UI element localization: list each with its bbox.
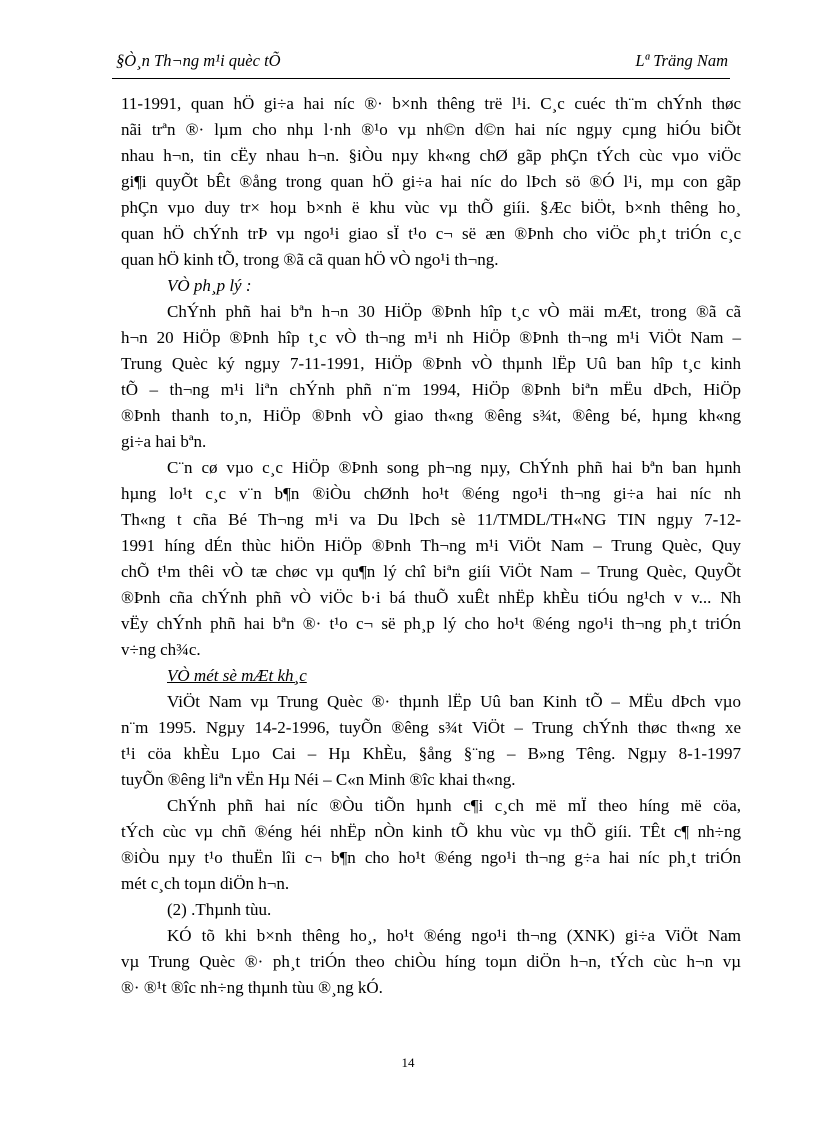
text-line: tÕ – th¬ng m¹i liªn chÝnh phñ n¨m 1994, HiÖp ®Þnh biªn mËu dÞch, HiÖp bbox=[121, 380, 741, 399]
text-line: ViÖt Nam vµ Trung Quèc ®· thµnh lËp Uû ban Kinh tÕ – MËu dÞch vµo bbox=[167, 692, 741, 711]
text-line: ®iÒu nµy t¹o thuËn lîi c¬ b¶n cho ho¹t ®éng ngo¹i th¬ng g÷a hai níc ph¸t triÓn bbox=[121, 848, 741, 867]
section-subheading: VÒ mét sè mÆt kh¸c bbox=[167, 666, 307, 685]
text-line: C¨n cø vµo c¸c HiÖp ®Þnh song ph¬ng nµy, ChÝnh phñ hai bªn ban hµnh bbox=[167, 458, 741, 477]
text-line: tÝch cùc vµ chñ ®éng héi nhËp nÒn kinh tÕ khu vùc vµ thÕ giíi. TÊt c¶ nh÷ng bbox=[121, 822, 741, 841]
text-line: tuyÕn ®êng liªn vËn Hµ Néi – C«n Minh ®îc khai th«ng. bbox=[121, 770, 516, 789]
text-line: quan hÖ chÝnh trÞ vµ ngo¹i giao sÏ t¹o c¬ së æn ®Þnh cho viÖc ph¸t triÓn c¸c bbox=[121, 224, 741, 243]
text-line: h¬n 20 HiÖp ®Þnh hîp t¸c vÒ th¬ng m¹i nh HiÖp ®Þnh th¬ng m¹i ViÖt Nam – bbox=[121, 328, 741, 347]
text-line: gi÷a hai bªn. bbox=[121, 432, 207, 451]
section-subheading: VÒ ph¸p lý : bbox=[167, 276, 252, 295]
text-line: Th«ng t cña Bé Th¬ng m¹i va Du lÞch sè 11/TMDL/TH«NG TIN ngµy 7-12- bbox=[121, 510, 741, 529]
text-line: ®Þnh cña chÝnh phñ vÒ viÖc b·i bá thuÕ xuÊt nhËp khÈu tiÓu ng¹ch v v... Nh bbox=[121, 588, 741, 607]
text-line: ®· ®¹t ®îc nh÷ng thµnh tùu ®¸ng kÓ. bbox=[121, 978, 383, 997]
header-title: §Ò¸n Th¬ng m¹i quèc tÕ bbox=[116, 51, 281, 70]
text-line: gi¶i quyÕt bÊt ®ång trong quan hÖ gi÷a hai níc do lÞch sö ®Ó l¹i, mµ con gãp bbox=[121, 172, 741, 191]
text-line: ChÝnh phñ hai níc ®Òu tiÕn hµnh c¶i c¸ch më mÏ theo híng më cöa, bbox=[167, 796, 741, 815]
text-line: n¨m 1995. Ngµy 14-2-1996, tuyÕn ®êng s¾t ViÖt – Trung chÝnh thøc th«ng xe bbox=[121, 718, 741, 737]
text-line: KÓ tõ khi b×nh thêng ho¸, ho¹t ®éng ngo¹i th¬ng (XNK) gi÷a ViÖt Nam bbox=[167, 926, 741, 945]
page-body bbox=[121, 91, 741, 1001]
page-number: 14 bbox=[401, 1055, 415, 1070]
text-line: chÕ t¹m thêi vÒ tæ chøc vµ qu¶n lý chî biªn giíi ViÖt Nam – Trung Quèc, QuyÕt bbox=[121, 562, 741, 581]
text-line: mét c¸ch toµn diÖn h¬n. bbox=[121, 874, 290, 893]
text-line: vËy chÝnh phñ hai bªn ®· t¹o c¬ së ph¸p lý cho ho¹t ®éng ngo¹i th¬ng ph¸t triÓn bbox=[121, 614, 741, 633]
text-line: ChÝnh phñ hai bªn h¬n 30 HiÖp ®Þnh hîp t¸c vÒ mäi mÆt, trong ®ã cã bbox=[167, 302, 741, 321]
text-line: 11-1991, quan hÖ gi÷a hai níc ®· b×nh thêng trë l¹i. C¸c cuéc th¨m chÝnh thøc bbox=[121, 94, 741, 113]
running-header bbox=[116, 51, 728, 75]
text-line: nhau h¬n, tin cËy nhau h¬n. §iÒu nµy kh«ng chØ gãp phÇn tÝch cùc vµo viÖc bbox=[121, 146, 741, 165]
header-divider bbox=[112, 78, 730, 79]
header-author: Lª Träng Nam bbox=[635, 51, 728, 70]
text-line: (2) .Thµnh tùu. bbox=[167, 900, 272, 919]
text-line: 1991 híng dÉn thùc hiÖn HiÖp ®Þnh Th¬ng m¹i ViÖt Nam – Trung Quèc, Quy bbox=[121, 536, 741, 555]
text-line: Trung Quèc ký ngµy 7-11-1991, HiÖp ®Þnh vÒ thµnh lËp Uû ban hîp t¸c kinh bbox=[121, 354, 741, 373]
text-line: v÷ng ch¾c. bbox=[121, 640, 201, 659]
text-line: hµng lo¹t c¸c v¨n b¶n ®iÒu chØnh ho¹t ®éng ngo¹i th¬ng gi÷a hai níc nh bbox=[121, 484, 741, 503]
text-line: phÇn vµo duy tr× hoµ b×nh ë khu vùc vµ thÕ giíi. §Æc biÖt, b×nh thêng ho¸ bbox=[121, 198, 741, 217]
text-line: t¹i cöa khÈu Lµo Cai – Hµ KhÈu, §ång §¨ng – B»ng Têng. Ngµy 8-1-1997 bbox=[121, 744, 741, 763]
text-line: quan hÖ kinh tÕ, trong ®ã cã quan hÖ vÒ ngo¹i th¬ng. bbox=[121, 250, 499, 269]
text-line: vµ Trung Quèc ®· ph¸t triÓn theo chiÒu híng toµn diÖn h¬n, tÝch cùc h¬n vµ bbox=[121, 952, 741, 971]
text-line: nãi trªn ®· lµm cho nhµ l·nh ®¹o vµ nh©n d©n hai níc ngµy cµng hiÓu biÕt bbox=[121, 120, 741, 139]
text-line: ®Þnh thanh to¸n, HiÖp ®Þnh vÒ giao th«ng ®êng s¾t, ®êng bé, hµng kh«ng bbox=[121, 406, 741, 425]
